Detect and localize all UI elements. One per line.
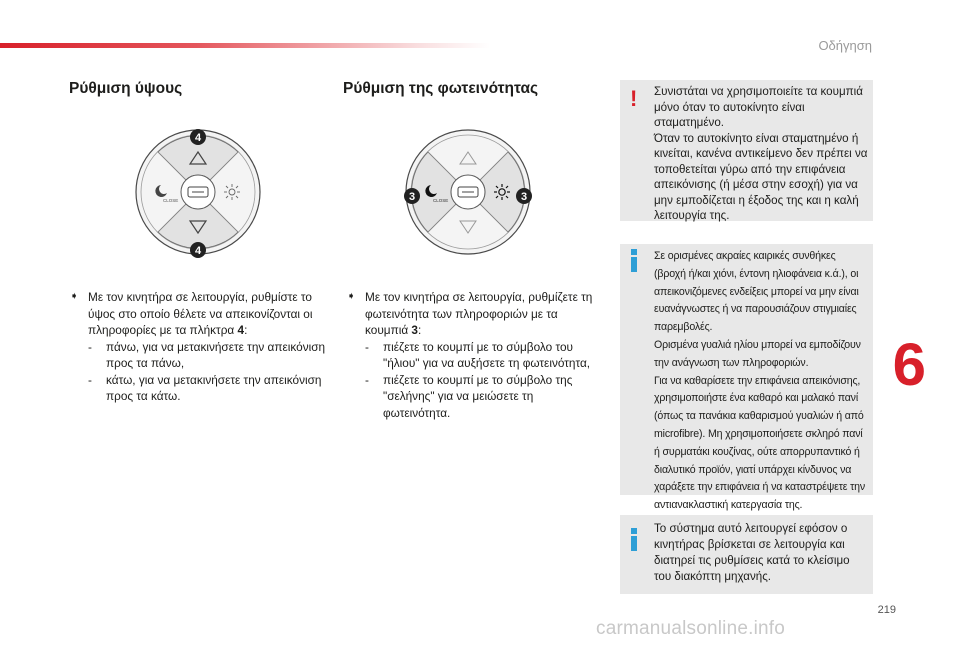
instruction-lead: ➧ Με τον κινητήρα σε λειτουργία, ρυθμίζετε τη φωτεινότητα των πληροφοριών με τα κουμπιά 3: — [347, 290, 593, 337]
info-text: Το σύστημα αυτό λειτουργεί εφόσον ο κινητήρας βρίσκεται σε λειτουργία και διατηρεί τις ρυθμίσεις κατά το κλείσιμο του διακόπτη μηχανής. — [654, 522, 850, 583]
badge-bottom-4: 4 — [194, 245, 202, 257]
arrow-right-icon: ➧ — [347, 291, 356, 302]
list-item: - κάτω, για να μετακινήσετε την απεικόνιση προς τα κάτω. — [88, 372, 322, 403]
list-item: - πάνω, για να μετακινήσετε την απεικόνιση προς τα πάνω, — [88, 339, 326, 370]
section-title-height: Ρύθμιση ύψους — [69, 80, 183, 97]
page-number: 219 — [877, 604, 896, 616]
list-item: - πιέζετε το κουμπί με το σύμβολο της "σελήνης" για να μειώσετε τη φωτεινότητα. — [365, 372, 573, 420]
warning-text: Συνιστάται να χρησιμοποιείτε τα κουμπιά μόνο όταν το αυτοκίνητο είναι σταματημένο. Όταν το αυτοκίνητο είναι σταματημένο ή κινείται, κανένα αντικείμενο δεν πρέπει να τοποθετείται γύρω από την επιφάνεια απεικόνισης (ή μέσα στην εσοχή) για να μην εμποδίζεται η έξοδος της και η καλή λειτουργία της. — [654, 85, 868, 222]
arrow-right-icon: ➧ — [70, 291, 79, 302]
badge-left-3: 3 — [408, 191, 416, 203]
warning-exclamation-icon: ! — [630, 86, 638, 111]
instructions-height — [70, 289, 332, 405]
watermark: carmanualsonline.info — [596, 618, 786, 639]
header-accent-bar — [0, 43, 490, 48]
badge-right-3: 3 — [520, 191, 528, 203]
info-icon — [630, 249, 638, 272]
chapter-number: 6 — [892, 331, 926, 398]
hud-control-diagram-brightness — [398, 122, 538, 262]
key-reference: 3 — [411, 323, 418, 337]
info-note-system — [620, 515, 873, 594]
moon-close-label: CLOSE — [433, 198, 449, 203]
info-icon — [630, 528, 638, 551]
key-reference: 4 — [237, 323, 245, 337]
badge-top-4: 4 — [194, 132, 202, 144]
instruction-lead: ➧ Με τον κινητήρα σε λειτουργία, ρυθμίστε το ύψος στο οποίο θέλετε να απεικονίζονται οι πληροφορίες με τα πλήκτρα 4: — [70, 290, 313, 337]
moon-close-label: CLOSE — [163, 198, 179, 203]
info-note-visibility — [620, 244, 873, 512]
section-title-brightness: Ρύθμιση της φωτεινότητας — [343, 80, 539, 97]
warning-note — [620, 80, 873, 221]
list-item: - πιέζετε το κουμπί με το σύμβολο του "ήλιου" για να αυξήσετε τη φωτεινότητα, — [365, 339, 591, 370]
chapter-header-title: Οδήγηση — [818, 38, 872, 53]
hud-control-diagram-height — [128, 122, 268, 262]
info-text: Σε ορισμένες ακραίες καιρικές συνθήκες (βροχή ή/και χιόνι, έντονη ηλιοφάνεια κ.ά.), οι απεικονιζόμενες ενδείξεις μπορεί να μην είναι ευανάγνωστες ή να παρουσιάζουν στιγμιαίες παρεμβολές. Ορισμένα γυαλιά ηλίου μπορεί να εμποδίζουν την ανάγνωση των πληροφοριών. Για να καθαρίσετε την επιφάνεια απεικόνισης, χρησιμοποιήστε ένα καθαρό και μαλακό πανί (όπως τα πανάκια καθαρισμού γυαλιών ή από microfibre). Μη χρησιμοποιήσετε σκληρό πανί ή συρματάκι κουζίνας, ούτε απορρυπαντικό ή διαλυτικό προϊόν, γιατί υπάρχει κίνδυνος να χαράξετε την επιφάνεια ή να καταστρέψετε την αντιανακλαστική κατεργασία της. — [654, 250, 866, 512]
instructions-brightness — [347, 289, 602, 421]
